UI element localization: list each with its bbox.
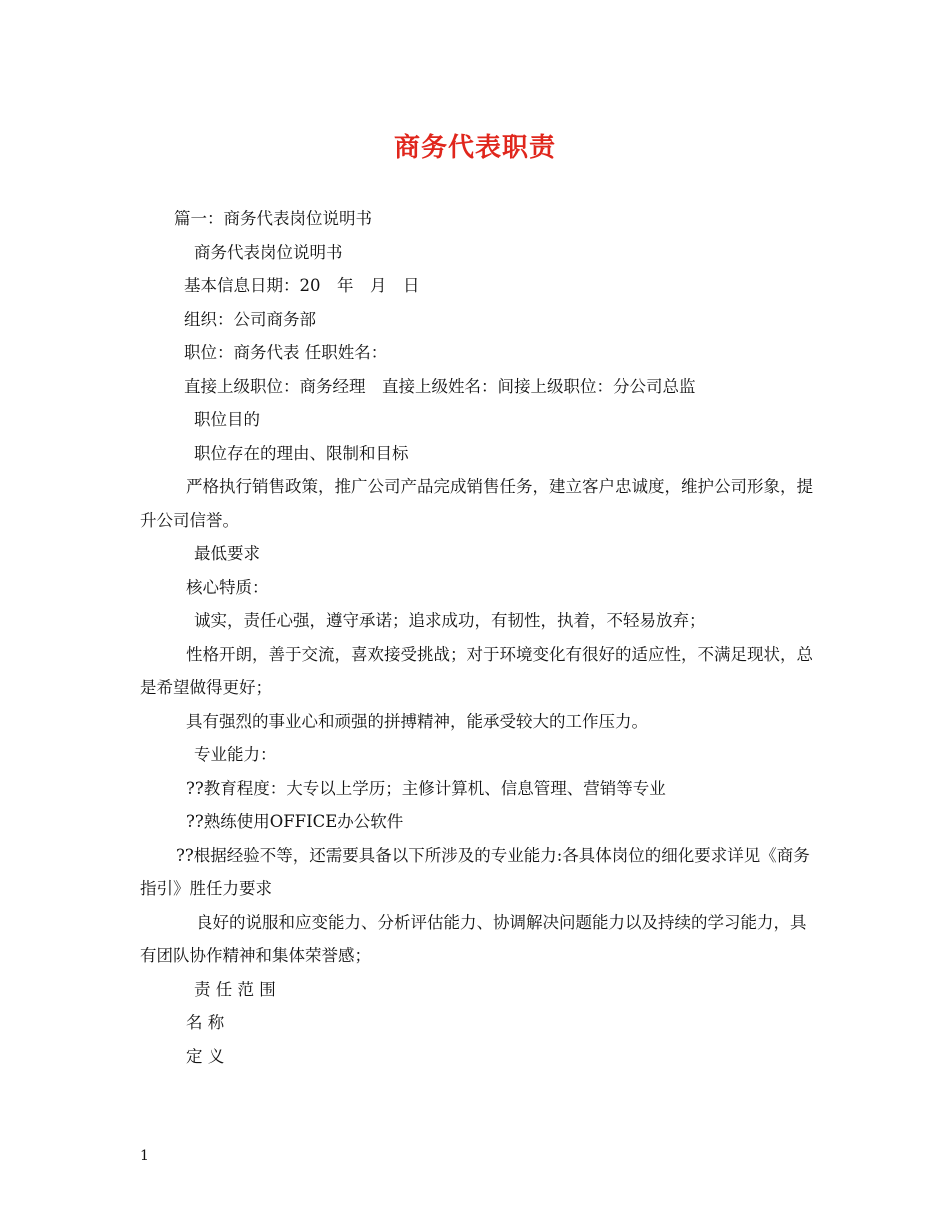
education-line: ??教育程度：大专以上学历；主修计算机、信息管理、营销等专业 xyxy=(186,778,666,798)
purpose-paragraph: 严格执行销售政策，推广公司产品完成销售任务，建立客户忠诚度，维护公司形象，提升公司信誉。 xyxy=(140,477,813,530)
basic-info-date: 基本信息日期：20 年 月 日 xyxy=(184,276,420,295)
core-traits-heading: 核心特质： xyxy=(186,577,269,597)
supervisor-line: 直接上级职位：商务经理 直接上级姓名：间接上级职位：分公司总监 xyxy=(184,376,696,396)
position-purpose-subheading: 职位存在的理由、限制和目标 xyxy=(194,443,409,463)
name-label: 名 称 xyxy=(186,1013,225,1032)
document-body xyxy=(140,202,820,1073)
professional-ability-heading: 专业能力： xyxy=(194,745,277,764)
organization-line: 组织：公司商务部 xyxy=(184,309,316,329)
ability-paragraph: 良好的说服和应变能力、分析评估能力、协调解决问题能力以及持续的学习能力，具有团队协作精神和集体荣誉感； xyxy=(140,912,807,965)
minimum-requirements-heading: 最低要求 xyxy=(194,544,260,563)
trait-line-3: 具有强烈的事业心和顽强的拼搏精神，能承受较大的工作压力。 xyxy=(186,711,648,731)
document-title: 商务代表职责 xyxy=(393,133,556,163)
position-line: 职位：商务代表 任职姓名： xyxy=(184,343,388,362)
trait-paragraph-2: 性格开朗，善于交流，喜欢接受挑战；对于环境变化有很好的适应性，不满足现状，总是希望做得更好； xyxy=(140,644,813,697)
section-heading: 篇一：商务代表岗位说明书 xyxy=(174,209,372,228)
office-skill-line: ??熟练使用OFFICE办公软件 xyxy=(186,812,404,831)
subsection-heading: 商务代表岗位说明书 xyxy=(194,242,343,262)
trait-line-1: 诚实，责任心强，遵守承诺；追求成功，有韧性，执着，不轻易放弃； xyxy=(194,611,706,630)
position-purpose-heading: 职位目的 xyxy=(194,410,260,429)
responsibility-scope-heading: 责 任 范 围 xyxy=(194,979,276,999)
experience-paragraph: ??根据经验不等，还需要具备以下所涉及的专业能力:各具体岗位的细化要求详见《商务指引》胜任力要求 xyxy=(140,845,810,898)
page-number: 1 xyxy=(140,1148,149,1164)
definition-label: 定 义 xyxy=(186,1046,225,1066)
